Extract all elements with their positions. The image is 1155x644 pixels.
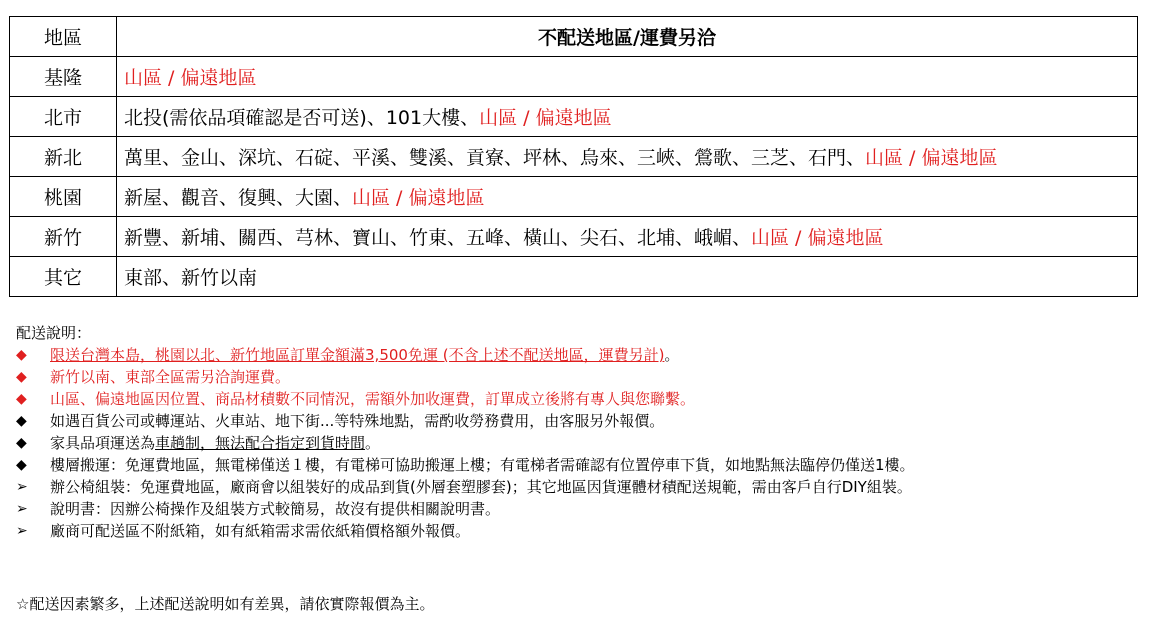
note-item — [16, 520, 915, 542]
areas-text: 萬里、金山、深坑、石碇、平溪、雙溪、貢寮、坪林、烏來、三峽、鶯歌、三芝、石門、 — [124, 147, 866, 169]
table-row — [10, 57, 1138, 97]
arrow-bullet-icon: ➢ — [16, 501, 28, 517]
note-text: 廠商可配送區不附紙箱，如有紙箱需求需依紙箱價格額外報價。 — [50, 522, 471, 540]
diamond-bullet-icon: ◆ — [16, 413, 27, 429]
note-item — [16, 344, 915, 366]
note-underlined-text: 車趟制，無法配合指定到貨時間 — [155, 434, 366, 452]
note-item — [16, 454, 915, 476]
region-cell: 基隆 — [10, 57, 117, 97]
note-item — [16, 432, 915, 454]
note-text: 樓層搬運：免運費地區，無電梯僅送１樓，有電梯可協助搬運上樓；有電梯者需確認有位置停車下貨，如地點無法臨停仍僅送1樓。 — [50, 456, 915, 474]
areas-text: 東部、新竹以南 — [124, 267, 258, 289]
region-cell: 其它 — [10, 257, 117, 297]
note-item — [16, 366, 915, 388]
footer-disclaimer: ☆配送因素繁多，上述配送說明如有差異，請依實際報價為主。 — [16, 595, 435, 613]
diamond-bullet-icon: ◆ — [16, 391, 27, 407]
note-text: 新竹以南、東部全區需另洽詢運費。 — [50, 368, 291, 386]
table-row — [10, 137, 1138, 177]
note-item — [16, 498, 915, 520]
areas-cell — [117, 97, 1138, 137]
areas-cell — [117, 177, 1138, 217]
note-text: 說明書：因辦公椅操作及組裝方式較簡易，故沒有提供相關說明書。 — [50, 500, 501, 518]
remote-areas-text: 山區 / 偏遠地區 — [352, 187, 485, 209]
remote-areas-text: 山區 / 偏遠地區 — [865, 147, 998, 169]
note-text: 如遇百貨公司或轉運站、火車站、地下街...等特殊地點，需酌收勞務費用，由客服另外報價。 — [50, 412, 665, 430]
region-cell: 桃園 — [10, 177, 117, 217]
areas-cell — [117, 137, 1138, 177]
note-text: 山區、偏遠地區因位置、商品材積數不同情況，需額外加收運費，訂單成立後將有專人與您聯繫。 — [50, 390, 696, 408]
remote-areas-text: 山區 / 偏遠地區 — [751, 227, 884, 249]
diamond-bullet-icon: ◆ — [16, 435, 27, 451]
region-cell: 新北 — [10, 137, 117, 177]
notes-title: 配送說明： — [16, 324, 92, 342]
diamond-bullet-icon: ◆ — [16, 457, 27, 473]
diamond-bullet-icon: ◆ — [16, 347, 27, 363]
arrow-bullet-icon: ➢ — [16, 523, 28, 539]
header-region: 地區 — [10, 17, 117, 57]
areas-text: 北投(需依品項確認是否可送)、101大樓、 — [124, 107, 480, 129]
note-suffix: 。 — [664, 346, 680, 364]
delivery-area-table — [9, 16, 1138, 297]
areas-cell — [117, 217, 1138, 257]
note-text: 限送台灣本島，桃園以北、新竹地區訂單金額滿3,500免運 (不含上述不配送地區，運費另計) — [50, 346, 665, 364]
table-row — [10, 97, 1138, 137]
region-cell: 北市 — [10, 97, 117, 137]
table-row — [10, 177, 1138, 217]
delivery-notes — [16, 322, 915, 542]
note-suffix: 。 — [365, 434, 381, 452]
remote-areas-text: 山區 / 偏遠地區 — [479, 107, 612, 129]
table-row — [10, 257, 1138, 297]
region-cell: 新竹 — [10, 217, 117, 257]
table-row — [10, 217, 1138, 257]
note-item — [16, 476, 915, 498]
areas-cell — [117, 57, 1138, 97]
areas-cell — [117, 257, 1138, 297]
header-restricted-areas: 不配送地區/運費另洽 — [117, 17, 1138, 57]
table-header-row — [10, 17, 1138, 57]
note-text: 家具品項運送為 — [50, 434, 156, 452]
areas-text: 新屋、觀音、復興、大園、 — [124, 187, 353, 209]
note-text: 辦公椅組裝：免運費地區，廠商會以組裝好的成品到貨(外層套塑膠套)；其它地區因貨運體材積配送規範，需由客戶自行DIY組裝。 — [50, 478, 912, 496]
arrow-bullet-icon: ➢ — [16, 479, 28, 495]
areas-text: 新豐、新埔、關西、芎林、寶山、竹東、五峰、橫山、尖石、北埔、峨嵋、 — [124, 227, 752, 249]
diamond-bullet-icon: ◆ — [16, 369, 27, 385]
note-item — [16, 388, 915, 410]
note-item — [16, 410, 915, 432]
remote-areas-text: 山區 / 偏遠地區 — [124, 67, 257, 89]
